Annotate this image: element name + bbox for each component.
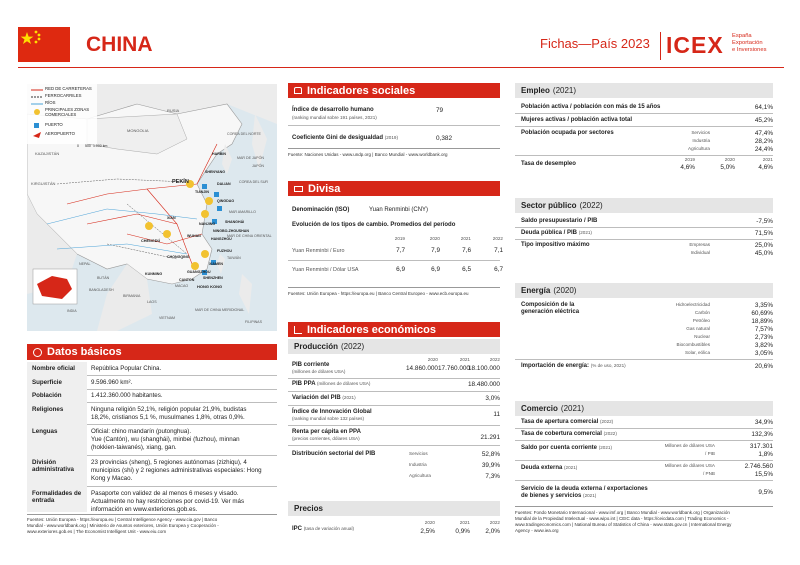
region-label: MAR DE JAPÓN <box>237 156 264 160</box>
saldo-cc-label: Saldo por cuenta corriente (2021) <box>521 445 612 451</box>
scale-1000: 1.000 km <box>93 144 108 148</box>
datos-source: Fuentes: Unión Europea - https://europa.eu | Central Intelligence Agency - www.cia.gov | Banco <box>27 517 218 522</box>
datos-source: www.exteriores.gob.es | The Economist Intelligent Unit - www.eiu.com <box>27 529 167 534</box>
region-label: LAOS <box>147 300 157 304</box>
region-label: MAR AMARILLO <box>229 210 256 214</box>
idh-sub: (ranking mundial sobre 191 países, 2021) <box>292 115 377 120</box>
year: 2020 <box>429 236 440 241</box>
city-label: CHENGDÚ <box>141 239 161 243</box>
deuda-unit: Millones de dólares USA <box>664 463 715 468</box>
region-label: JAPÓN <box>252 164 264 168</box>
legend-roads: RED DE CARRETERAS <box>45 86 92 91</box>
empleo-header: Empleo (2021) <box>515 83 773 98</box>
city-label: XIAN <box>167 216 176 220</box>
inn-value: 11 <box>493 411 500 418</box>
energia-header: Energía (2020) <box>515 283 773 298</box>
inn-sub: (ranking mundial sobre 132 países) <box>292 416 365 421</box>
tax-name: Individual <box>690 250 710 255</box>
divisa-source: Fuentes: Unión Europea - https://europa.eu | Banco Central Europeo - www.ecb.europa.eu <box>288 291 469 296</box>
region-label: BIRMANIA <box>123 294 141 298</box>
ppa-value: 18.480.000 <box>468 381 500 388</box>
value: Oficial: chino mandarín (putonghua). <box>91 428 192 435</box>
year: 2020 <box>427 357 438 362</box>
sector-name: Agricultura <box>688 146 710 151</box>
region-label: COREA DEL NORTE <box>227 132 261 136</box>
pib-value: 17.760.000 <box>438 365 470 372</box>
region-label: NEPAL <box>79 262 91 266</box>
value: Actualmente no hay restricciones por covid-19. Ver más <box>91 498 245 505</box>
dist-name: Agricultura <box>409 473 431 478</box>
deuda-value: 15,5% <box>754 471 773 478</box>
year: 2022 <box>489 520 500 525</box>
pib-sub: (millones de dólares USA) <box>292 369 346 374</box>
desempleo-value: 4,6% <box>758 164 773 171</box>
footer-source: Mundial de la Propiedad Intelectual - www.wipo.int | CEIC data - https://ceicdata.com | Trading Economics - <box>515 516 729 521</box>
icex-sub-2: Exportación <box>732 40 763 46</box>
inn-label: Índice de Innovación Global <box>292 409 372 415</box>
rate-value: 7,9 <box>431 247 440 254</box>
region-label: MACAO <box>175 284 189 288</box>
region-label: VIETNAM <box>159 316 175 320</box>
evol-label: Evolución de los tipos de cambio. Promedios del período <box>292 222 456 228</box>
saldo-presup-value: -7,5% <box>756 218 773 225</box>
energy-value: 2,73% <box>754 334 773 341</box>
saldo-unit: / PIB <box>705 451 715 456</box>
value: 18,2%, cristianos 5,1 %, musulmanes 1,8%, otras 0,9%. <box>91 414 245 421</box>
economicos-title: Indicadores económicos <box>307 323 436 336</box>
cobertura-value: 132,3% <box>751 431 773 438</box>
tax-value: 25,0% <box>754 242 773 249</box>
desempleo-value: 5,0% <box>720 164 735 171</box>
energy-name: Hidroelectricidad <box>675 302 710 307</box>
flag-stars-icon <box>18 27 70 62</box>
rate-label: Yuan Renminbi / Dólar USA <box>292 267 359 273</box>
idh-value: 79 <box>436 107 444 114</box>
deuda-value: 2.746.560 <box>744 463 773 470</box>
var-value: 3,0% <box>485 395 500 402</box>
renta-label: Renta per cápita en PPA <box>292 429 361 435</box>
energy-value: 3,35% <box>754 302 773 309</box>
energy-value: 3,05% <box>754 350 773 357</box>
sector-value: 47,4% <box>754 130 773 137</box>
city-label: SHENYANG <box>205 170 226 174</box>
empleo-r2-label: Mujeres activas / población activa total <box>521 117 633 123</box>
china-map <box>27 84 277 331</box>
renta-sub: (precios corrientes, dólares USA) <box>292 436 360 441</box>
apertura-value: 34,9% <box>754 419 773 426</box>
energy-name: Nuclear <box>694 334 710 339</box>
legend-rivers: RÍOS <box>45 100 56 105</box>
saldo-value: 317.301 <box>749 443 773 450</box>
datos-source: Mundial - www.worldbank.org | Ministerio de Asuntos exteriores, Unión Europea y Cooperación - <box>27 523 219 528</box>
year: 2022 <box>489 357 500 362</box>
tax-name: Empresas <box>689 242 710 247</box>
value: 23 provincias (sheng), 5 regiones autónomas (zizhiqu), 4 <box>91 459 247 466</box>
region-label: COREA DEL SUR <box>239 180 269 184</box>
city-label: WUHAN <box>187 234 201 238</box>
value: República Popular China. <box>91 365 162 372</box>
cobertura-label: Tasa de cobertura comercial (2022) <box>521 431 617 437</box>
legend-zones: PRINCIPALES ZONAS COMERCIALES <box>45 107 90 117</box>
value: 1.412.360.000 habitantes. <box>91 392 163 399</box>
imp-energia-value: 20,6% <box>754 363 773 370</box>
city-label: NANJING <box>199 222 216 226</box>
sector-value: 24,4% <box>754 146 773 153</box>
city-label: XIAMEN <box>209 262 223 266</box>
city-label: GUANGZHOU <box>187 270 211 274</box>
dist-name: Industria <box>409 462 427 467</box>
region-label: RUSIA <box>167 108 180 113</box>
energy-name: Petróleo <box>692 318 710 323</box>
label: Superficie <box>32 379 62 386</box>
city-label: HONG KONG <box>197 284 223 289</box>
footer-source: Fuentes: Fondo Monetario Internacional - www.imf.org | Banco Mundial - www.worldbank.org | Organización <box>515 510 730 515</box>
year: 2021 <box>460 236 471 241</box>
sector-value: 28,2% <box>754 138 773 145</box>
footer-source: Agency - www.iea.org <box>515 528 559 533</box>
icex-sub-1: España <box>732 33 752 39</box>
divisa-header <box>288 181 500 196</box>
sector-publico-header: Sector público (2022) <box>515 198 773 213</box>
ipc-value: 2,0% <box>485 528 500 535</box>
label: Formalidades de entrada <box>32 490 82 505</box>
year: 2020 <box>424 520 435 525</box>
sociales-title: Indicadores sociales <box>307 84 416 97</box>
china-flag <box>18 27 70 62</box>
year: 2020 <box>724 157 735 162</box>
region-label: FILIPINAS <box>245 320 262 324</box>
servicio-deuda-label: Servicio de la deuda externa / exportaciones <box>521 486 648 492</box>
gini-label: Coeficiente Gini de desigualdad (2019) <box>292 135 398 141</box>
denom-label: Denominación (ISO) <box>292 207 350 213</box>
energy-name: Gas natural <box>686 326 710 331</box>
region-label: MAR DE CHINA ORIENTAL <box>227 234 272 238</box>
tipo-impositivo-label: Tipo impositivo máximo <box>521 242 590 248</box>
city-label: PEKÍN <box>172 179 189 185</box>
legend-port: PUERTO <box>45 122 63 127</box>
ipc-value: 2,5% <box>420 528 435 535</box>
pib-value: 18.100.000 <box>468 365 500 372</box>
value: Kong y Macao. <box>91 475 133 482</box>
divisa-title: Divisa <box>308 182 341 195</box>
saldo-value: 1,8% <box>758 451 773 458</box>
icex-sub-3: e Inversiones <box>732 47 767 53</box>
currency-icon <box>294 186 303 192</box>
deuda-publica-value: 71,5% <box>754 230 773 237</box>
city-label: HARBIN <box>212 152 226 156</box>
datos-basicos-header <box>27 344 277 360</box>
city-label: KUNMING <box>145 272 163 276</box>
year: 2021 <box>459 520 470 525</box>
servicio-deuda-label: de bienes y servicios (2021) <box>521 493 597 499</box>
empleo-r1-label: Población activa / población con más de 15 años <box>521 104 661 110</box>
economicos-header <box>288 322 500 337</box>
comp-label: generación eléctrica <box>521 309 580 315</box>
apertura-label: Tasa de apertura comercial (2022) <box>521 419 614 425</box>
energy-name: Carbón <box>694 310 710 315</box>
datos-basicos-title: Datos básicos <box>47 346 122 358</box>
page-title: CHINA <box>86 33 153 56</box>
city-label: SHENZHEN <box>203 276 223 280</box>
region-label: BUTÁN <box>97 276 110 280</box>
year: 2022 <box>492 236 503 241</box>
city-label: CHONGQING <box>167 255 190 259</box>
header-divider <box>660 32 661 60</box>
idh-label: Índice de desarrollo humano <box>292 107 374 113</box>
empleo-r1-value: 64,1% <box>754 104 773 111</box>
city-label: CANTON <box>179 278 195 282</box>
dist-value: 39,9% <box>481 462 500 469</box>
saldo-presup-label: Saldo presupuestario / PIB <box>521 218 598 224</box>
ppa-label: PIB PPA (millones de dólares USA) <box>292 381 371 387</box>
sector-name: Servicios <box>691 130 710 135</box>
icex-logo: ICEX <box>666 32 724 58</box>
deuda-publica-label: Deuda pública / PIB (2021) <box>521 230 592 236</box>
footer-source: www.tradingeconomics.com | National Bureau of Statistics of China - www.stats.gov.cn | International Energy <box>515 522 732 527</box>
rate-value: 7,1 <box>494 247 503 254</box>
value: (hokkien-taiwanés), xiang, gan. <box>91 444 177 451</box>
ipc-value: 0,9% <box>455 528 470 535</box>
value: municipios (shi) y 2 regiones administrativas especiales: Hong <box>91 467 262 474</box>
value: Pasaporte con validez de al menos 6 meses y visado. <box>91 490 239 497</box>
desempleo-label: Tasa de desempleo <box>521 161 576 167</box>
city-label: NINGBO-ZHOUSHAN <box>213 229 249 233</box>
label: Religiones <box>32 406 64 413</box>
rate-value: 6,7 <box>494 266 503 273</box>
rate-value: 7,7 <box>396 247 405 254</box>
region-label: KIRGUISTÁN <box>31 181 56 186</box>
city-label: QINGDAO <box>217 199 235 203</box>
energy-value: 18,89% <box>751 318 773 325</box>
label: Nombre oficial <box>32 365 75 372</box>
legend-rail: FERROCARRILES <box>45 93 82 98</box>
region-label: TAIWÁN <box>227 256 241 260</box>
renta-value: 21.291 <box>480 434 500 441</box>
energy-value: 3,82% <box>754 342 773 349</box>
sector-name: Industria <box>692 138 710 143</box>
rate-value: 6,9 <box>431 266 440 273</box>
dist-value: 7,3% <box>485 473 500 480</box>
dist-label: Distribución sectorial del PIB <box>292 451 376 457</box>
var-label: Variación del PIB (2021) <box>292 395 356 401</box>
scale-0: 0 <box>77 144 79 148</box>
value: información en www.exteriores.gob.es. <box>91 506 198 513</box>
rate-value: 6,5 <box>462 266 471 273</box>
saldo-unit: Millones de dólares USA <box>664 443 715 448</box>
city-label: SHANGHÁI <box>225 220 245 224</box>
pib-label: PIB corriente <box>292 362 330 368</box>
energy-value: 7,57% <box>754 326 773 333</box>
city-label: HANGZHOU <box>211 237 232 241</box>
energy-name: Biocombustibles <box>676 342 710 347</box>
fichas-label: Fichas—País 2023 <box>540 36 650 51</box>
energy-value: 60,69% <box>751 310 773 317</box>
header-rule <box>18 67 784 68</box>
rate-label: Yuan Renminbi / Euro <box>292 248 345 254</box>
deuda-unit: / PNB <box>703 471 715 476</box>
label: Lenguas <box>32 428 58 435</box>
value: Ninguna religión 52,1%, religión popular 21,9%, budistas <box>91 406 247 413</box>
year: 2019 <box>394 236 405 241</box>
precios-header: Precios <box>288 501 500 516</box>
dist-name: Servicios <box>409 451 428 456</box>
year: 2021 <box>459 357 470 362</box>
value: Yue (Cantón), wu (shanghái), minbei (fuzhou), minnan <box>91 436 240 443</box>
region-label: KAZAJISTÁN <box>35 151 60 156</box>
chart-icon <box>294 326 302 334</box>
region-label: MONGOLIA <box>127 128 149 133</box>
city-label: FUZHOU <box>217 249 232 253</box>
region-label: MAR DE CHINA MERIDIONAL <box>195 308 245 312</box>
dist-value: 52,8% <box>481 451 500 458</box>
deuda-ext-label: Deuda externa (2021) <box>521 465 578 471</box>
year: 2021 <box>762 157 773 162</box>
region-label: INDIA <box>67 309 77 313</box>
datos-table <box>27 362 277 512</box>
rate-value: 6,9 <box>396 266 405 273</box>
denom-value: Yuan Renminbi (CNY) <box>369 207 429 213</box>
city-label: TIANJIN <box>195 190 209 194</box>
comp-label: Composición de la <box>521 302 575 308</box>
city-label: DALIAN <box>217 182 231 186</box>
pib-value: 14.860.000 <box>406 365 438 372</box>
scale-500: 500 <box>85 144 91 148</box>
people-icon <box>294 87 302 94</box>
sociales-header <box>288 83 500 98</box>
gini-value: 0,382 <box>436 135 452 142</box>
label: División administrativa <box>32 459 74 474</box>
empleo-r2-value: 45,2% <box>754 117 773 124</box>
produccion-header: Producción (2022) <box>288 339 500 354</box>
sociales-source: Fuente: Naciones Unidas - www.undp.org | Banco Mundial - www.worldbank.org <box>288 152 448 157</box>
ipc-label: IPC (tasa de variación anual) <box>292 526 354 532</box>
label: Población <box>32 392 62 399</box>
rate-value: 7,6 <box>462 247 471 254</box>
comercio-header: Comercio (2021) <box>515 401 773 416</box>
region-label: BANGLADESH <box>89 288 114 292</box>
imp-energia-label: Importación de energía: (% de uso, 2021) <box>521 363 626 369</box>
desempleo-value: 4,6% <box>680 164 695 171</box>
value: 9.596.960 km². <box>91 379 133 386</box>
energy-name: Solar, eólica <box>684 350 710 355</box>
empleo-r3-label: Población ocupada por sectores <box>521 130 614 136</box>
year: 2019 <box>684 157 695 162</box>
servicio-deuda-value: 9,5% <box>758 489 773 496</box>
info-icon <box>33 348 42 357</box>
legend-airport: AEROPUERTO <box>45 131 75 136</box>
map-drawing <box>27 84 277 331</box>
tax-value: 45,0% <box>754 250 773 257</box>
